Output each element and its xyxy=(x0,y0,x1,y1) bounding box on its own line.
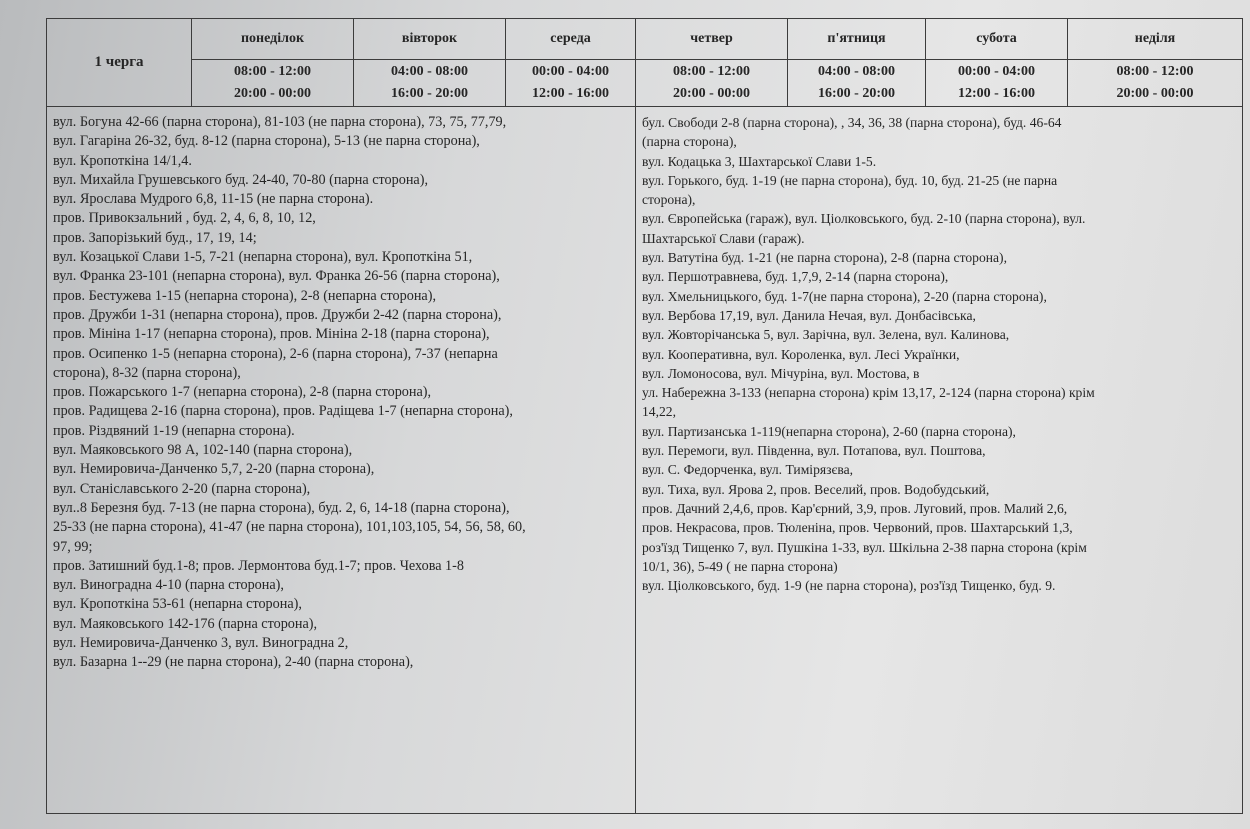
address-line: вул. Михайла Грушевського буд. 24-40, 70-80 (парна сторона), xyxy=(53,171,428,188)
address-line: вул. Європейська (гараж), вул. Ціолковського, буд. 2-10 (парна сторона), вул. xyxy=(642,211,1086,227)
address-line: пров. Пожарського 1-7 (непарна сторона), 2-8 (парна сторона), xyxy=(53,384,432,401)
address-line: вул. Базарна 1--29 (не парна сторона), 2-40 (парна сторона), xyxy=(53,654,414,671)
time-slot: 12:00 - 16:00 xyxy=(532,86,609,101)
address-row xyxy=(47,107,1243,814)
address-line: вул. Виноградна 4-10 (парна сторона), xyxy=(53,577,284,594)
address-line: вул. Ціолковського, буд. 1-9 (не парна сторона), роз'їзд Тищенко, буд. 9. xyxy=(642,578,1056,594)
address-line: вул. С. Федорченка, вул. Тимірязєва, xyxy=(642,462,854,478)
time-slot: 16:00 - 20:00 xyxy=(818,86,895,101)
time-slot: 12:00 - 16:00 xyxy=(958,86,1035,101)
address-line: сторона), 8-32 (парна сторона), xyxy=(53,364,241,381)
time-slot: 08:00 - 12:00 xyxy=(234,64,311,79)
address-line: пров. Некрасова, пров. Тюленіна, пров. Червоний, пров. Шахтарський 1,3, xyxy=(642,520,1073,536)
address-line: вул. Кропоткіна 53-61 (непарна сторона), xyxy=(53,596,302,613)
address-line: ул. Набережна 3-133 (непарна сторона) крім 13,17, 2-124 (парна сторона) крім xyxy=(642,385,1095,401)
address-list-left xyxy=(47,107,636,814)
address-line: вул. Козацької Слави 1-5, 7-21 (непарна сторона), вул. Кропоткіна 51, xyxy=(53,249,473,266)
day-monday: понеділок xyxy=(192,19,354,60)
times-monday xyxy=(192,60,354,107)
address-list-right xyxy=(636,107,1243,814)
day-wednesday: середа xyxy=(506,19,636,60)
address-line: вул. Перемоги, вул. Південна, вул. Потапова, вул. Поштова, xyxy=(642,443,986,459)
address-line: вул. Маяковського 98 А, 102-140 (парна сторона), xyxy=(53,442,353,459)
address-line: 25-33 (не парна сторона), 41-47 (не парна сторона), 101,103,105, 54, 56, 58, 60, xyxy=(53,519,526,536)
address-line: пров. Дачний 2,4,6, пров. Кар'єрний, 3,9, пров. Луговий, пров. Малий 2,6, xyxy=(642,500,1068,516)
address-line: (парна сторона), xyxy=(642,134,737,150)
address-line: вул. Жовторічанська 5, вул. Зарічна, вул. Зелена, вул. Калинова, xyxy=(642,327,1010,343)
outage-schedule-table xyxy=(46,18,1243,814)
address-line: вул. Вербова 17,19, вул. Данила Нечая, вул. Донбасівська, xyxy=(642,307,976,323)
time-slot: 04:00 - 08:00 xyxy=(391,64,468,79)
address-line: вул. Кропоткіна 14/1,4. xyxy=(53,152,192,169)
address-line: вул. Горького, буд. 1-19 (не парна сторона), буд. 10, буд. 21-25 (не парна xyxy=(642,172,1058,188)
address-line: вул. Станіславського 2-20 (парна сторона), xyxy=(53,480,311,497)
time-slot: 16:00 - 20:00 xyxy=(391,86,468,101)
address-line: пров. Осипенко 1-5 (непарна сторона), 2-6 (парна сторона), 7-37 (непарна xyxy=(53,345,498,362)
times-tuesday xyxy=(354,60,506,107)
times-sunday xyxy=(1068,60,1243,107)
time-slot: 00:00 - 04:00 xyxy=(958,64,1035,79)
queue-label: 1 черга xyxy=(47,19,192,107)
address-line: вул. Хмельницького, буд. 1-7(не парна сторона), 2-20 (парна сторона), xyxy=(642,288,1047,304)
time-slot: 04:00 - 08:00 xyxy=(818,64,895,79)
day-header-row xyxy=(47,19,1243,60)
address-line: вул. Ломоносова, вул. Мічуріна, вул. Мостова, в xyxy=(642,365,920,381)
address-line: вул. Богуна 42-66 (парна сторона), 81-103 (не парна сторона), 73, 75, 77,79, xyxy=(53,114,507,130)
address-line: пров. Дружби 1-31 (непарна сторона), пров. Дружби 2-42 (парна сторона), xyxy=(53,306,502,323)
address-line: вул. Немировича-Данченко 5,7, 2-20 (парна сторона), xyxy=(53,461,375,478)
times-friday xyxy=(788,60,926,107)
address-line: вул. Кооперативна, вул. Короленка, вул. Лесі Українки, xyxy=(642,346,960,362)
address-line: вул. Гагаріна 26-32, буд. 8-12 (парна сторона), 5-13 (не парна сторона), xyxy=(53,133,480,150)
time-slot: 20:00 - 00:00 xyxy=(234,86,311,101)
address-line: роз'їзд Тищенко 7, вул. Пушкіна 1-33, вул. Шкільна 2-38 парна сторона (крім xyxy=(642,539,1087,555)
time-slot: 08:00 - 12:00 xyxy=(1116,64,1194,79)
address-line: пров. Різдвяний 1-19 (непарна сторона). xyxy=(53,422,295,439)
address-line: пров. Привокзальний , буд. 2, 4, 6, 8, 10, 12, xyxy=(53,210,316,227)
day-sunday: неділя xyxy=(1068,19,1243,60)
address-line: вул. Першотравнева, буд. 1,7,9, 2-14 (парна сторона), xyxy=(642,269,949,285)
time-row xyxy=(47,60,1243,107)
day-friday: п'ятниця xyxy=(788,19,926,60)
address-line: пров. Запорізький буд., 17, 19, 14; xyxy=(53,229,257,246)
address-line: вул. Ярослава Мудрого 6,8, 11-15 (не парна сторона). xyxy=(53,191,374,208)
address-line: сторона), xyxy=(642,192,696,208)
time-slot: 20:00 - 00:00 xyxy=(1116,86,1194,101)
address-line: вул. Маяковського 142-176 (парна сторона), xyxy=(53,615,318,632)
times-thursday xyxy=(636,60,788,107)
address-line: вул. Кодацька 3, Шахтарської Слави 1-5. xyxy=(642,153,877,169)
times-saturday xyxy=(926,60,1068,107)
address-line: пров. Затишний буд.1-8; пров. Лермонтова буд.1-7; пров. Чехова 1-8 xyxy=(53,557,464,574)
time-slot: 08:00 - 12:00 xyxy=(673,64,750,79)
address-line: вул. Партизанська 1-119(непарна сторона), 2-60 (парна сторона), xyxy=(642,423,1016,439)
address-line: 14,22, xyxy=(642,404,676,420)
day-saturday: субота xyxy=(926,19,1068,60)
address-line: вул. Франка 23-101 (непарна сторона), вул. Франка 26-56 (парна сторона), xyxy=(53,268,500,285)
address-line: 10/1, 36), 5-49 ( не парна сторона) xyxy=(642,558,838,574)
address-line: 97, 99; xyxy=(53,538,93,555)
time-slot: 00:00 - 04:00 xyxy=(532,64,609,79)
day-tuesday: вівторок xyxy=(354,19,506,60)
address-line: Шахтарської Слави (гараж). xyxy=(642,230,805,246)
times-wednesday xyxy=(506,60,636,107)
address-line: вул. Ватутіна буд. 1-21 (не парна сторона), 2-8 (парна сторона), xyxy=(642,250,1007,266)
address-line: пров. Мініна 1-17 (непарна сторона), пров. Мініна 2-18 (парна сторона), xyxy=(53,326,490,343)
address-line: вул..8 Березня буд. 7-13 (не парна сторона), буд. 2, 6, 14-18 (парна сторона), xyxy=(53,499,510,516)
address-line: пров. Радищева 2-16 (парна сторона), пров. Радіщева 1-7 (непарна сторона), xyxy=(53,403,513,420)
address-line: бул. Свободи 2-8 (парна сторона), , 34, 36, 38 (парна сторона), буд. 46-64 xyxy=(642,115,1062,130)
day-thursday: четвер xyxy=(636,19,788,60)
address-line: вул. Немировича-Данченко 3, вул. Виноградна 2, xyxy=(53,635,349,652)
time-slot: 20:00 - 00:00 xyxy=(673,86,750,101)
address-line: вул. Тиха, вул. Ярова 2, пров. Веселий, пров. Водобудський, xyxy=(642,481,990,497)
address-line: пров. Бестужева 1-15 (непарна сторона), 2-8 (непарна сторона), xyxy=(53,287,436,304)
